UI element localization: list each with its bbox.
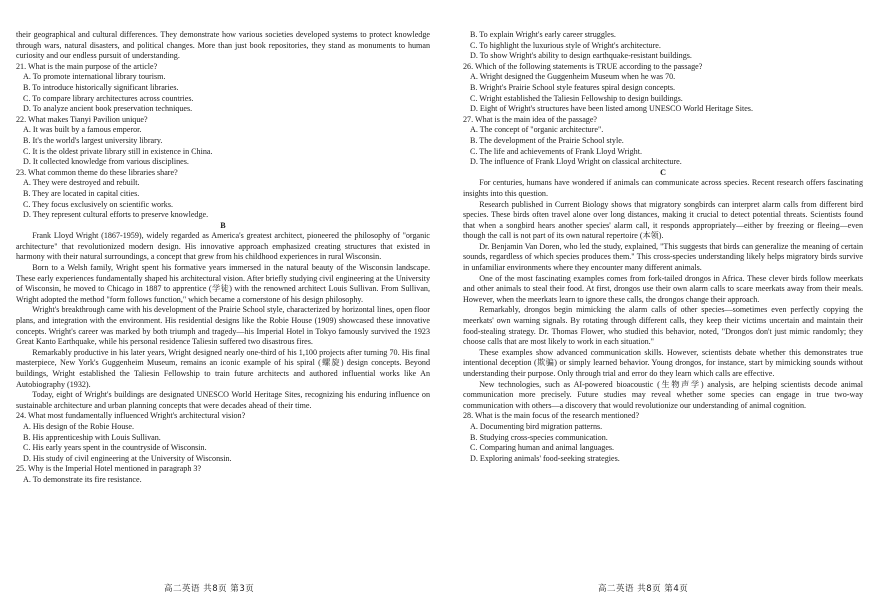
q28-option-c: C. Comparing human and animal languages. [470, 443, 615, 453]
q22-option-d: D. It collected knowledge from various disciplines. [23, 157, 189, 167]
q25-option-a: A. To demonstrate its fire resistance. [23, 474, 142, 484]
passage-c-paragraph-5: Remarkably, drongos begin mimicking the alarm calls of other species—sometimes even perfectly copying the meerkats' own warning signals. By rotating through different calls, they keep their victims uncertain and maintain their food-stealing strategy. Dr. Thomas Flower, who studied this behavior, noted, "Drongos don't just mimic randomly; they choose calls that are most likely to work in each situation." [463, 305, 863, 347]
q21-option-a: A. To promote international library tourism. [23, 72, 166, 82]
q23-option-d: D. They represent cultural efforts to preserve knowledge. [23, 210, 209, 220]
question-24: 24. What most fundamentally influenced Wright's architectural vision? [16, 411, 246, 421]
passage-a-ending: their geographical and cultural differences. They demonstrate how various societies developed systems to protect knowledge through wars, natural disasters, and political changes. More than just book repositories, they stand as monuments to human curiosity and our endless pursuit of understanding. [16, 30, 430, 61]
q24-option-c: C. His early years spent in the countryside of Wisconsin. [23, 443, 207, 453]
question-23: 23. What common theme do these libraries share? [16, 167, 178, 177]
section-c-heading: C [660, 167, 666, 177]
q26-option-c: C. Wright established the Taliesin Fellowship to design buildings. [470, 93, 683, 103]
q26-option-b: B. Wright's Prairie School style features spiral design concepts. [470, 82, 676, 92]
q25-option-c: C. To highlight the luxurious style of Wright's architecture. [470, 40, 661, 50]
passage-b-paragraph-5: Today, eight of Wright's buildings are designated UNESCO World Heritage Sites, recognizing his enduring influence on sustainable architecture and urban planning concepts that were decades ahead of their time. [16, 390, 430, 410]
passage-c-paragraph-7: New technologies, such as AI-powered bioacoustic (生物声学) analysis, are helping scientists decode animal communication more precisely. Future studies may reveal whether some species can engage in true two-way communication with others—a discovery that would revolutionize our understanding of animal cognition. [463, 379, 863, 410]
q22-option-b: B. It's the world's largest university library. [23, 135, 163, 145]
q27-option-b: B. The development of the Prairie School style. [470, 135, 624, 145]
passage-c-paragraph-2: Research published in Current Biology shows that migratory songbirds can interpret alarm calls from different bird species. These birds often travel alone over long distances, making it crucial to detect potential threats. Scientists found that when a songbird hears another species' alarm call, it responds appropriately—either by freezing or fleeing—even though the call is not part of its own natural repertoire (本领). [463, 199, 863, 241]
passage-b-paragraph-3: Wright's breakthrough came with his development of the Prairie School style, characterized by horizontal lines, open floor plans, and integration with the environment. His residential designs like the Robie House (1909) showcased these innovative concepts. Wright's career was marked by both triumph and tragedy—his Imperial Hotel in Tokyo famously survived the 1923 Great Kanto Earthquake, while his personal residence Taliesin suffered two disastrous fires. [16, 305, 430, 347]
passage-b-paragraph-4: Remarkably productive in his later years, Wright designed nearly one-third of his 1,100 projects after turning 70. His final masterpiece, New York's Guggenheim Museum, remains an iconic example of his spiral (螺旋) design concepts. Beyond buildings, Wright established the Taliesin Fellowship to train future architects and authored influential works like An Autobiography (1932). [16, 347, 430, 389]
q26-option-a: A. Wright designed the Guggenheim Museum when he was 70. [470, 72, 676, 82]
q27-option-c: C. The life and achievements of Frank Lloyd Wright. [470, 146, 642, 156]
q22-option-c: C. It is the oldest private library still in existence in China. [23, 146, 213, 156]
q24-option-d: D. His study of civil engineering at the University of Wisconsin. [23, 453, 232, 463]
right-column [463, 30, 863, 464]
passage-b-paragraph-2: Born to a Welsh family, Wright spent his formative years immersed in the natural beauty of the Wisconsin landscape. These early experiences fundamentally shaped his architectural vision. After briefly studying civil engineering at the University of Wisconsin, he moved to Chicago in 1887 to apprentice (学徒) with the renowned architect Louis Sullivan. From Sullivan, Wright adopted the method "form follows function," which became a cornerstone of his design philosophy. [16, 263, 430, 304]
q25-option-d: D. To show Wright's ability to design earthquake-resistant buildings. [470, 51, 692, 61]
page-footer-4: 高二英语 共8页 第4页 [598, 584, 689, 594]
passage-c-paragraph-3: Dr. Benjamin Van Doren, who led the study, explained, "This suggests that birds can generalize the meaning of certain sounds, regardless of which species produces them." This cross-species understanding likely helps migratory birds survive in unfamiliar environments where they encounter many different animals. [463, 241, 863, 273]
passage-b-paragraph-1: Frank Lloyd Wright (1867-1959), widely regarded as America's greatest architect, pioneered the philosophy of "organic architecture" that revolutionized modern design. His innovative approach emphasized creating structures that existed in harmony with their natural surroundings, a concept that grew from his childhood experiences in rural Wisconsin. [16, 231, 430, 262]
question-21: 21. What is the main purpose of the article? [16, 61, 158, 71]
question-28: 28. What is the main focus of the research mentioned? [463, 411, 640, 421]
q24-option-a: A. His design of the Robie House. [23, 421, 135, 431]
left-column [16, 30, 430, 486]
q28-option-d: D. Exploring animals' food-seeking strategies. [470, 453, 620, 463]
q23-option-a: A. They were destroyed and rebuilt. [23, 178, 140, 188]
q25-option-b: B. To explain Wright's early career struggles. [470, 30, 616, 39]
q22-option-a: A. It was built by a famous emperor. [23, 125, 142, 135]
q28-option-b: B. Studying cross-species communication. [470, 432, 608, 442]
q26-option-d: D. Eight of Wright's structures have been listed among UNESCO World Heritage Sites. [470, 104, 753, 114]
question-27: 27. What is the main idea of the passage? [463, 114, 598, 124]
question-26: 26. Which of the following statements is TRUE according to the passage? [463, 61, 703, 71]
question-22: 22. What makes Tianyi Pavilion unique? [16, 114, 148, 124]
passage-c-paragraph-4: One of the most fascinating examples comes from fork-tailed drongos in Africa. These clever birds follow meerkats and other animals to steal their food. At first, drongos use their own alarm calls to scare meerkats away from their meals. However, when the meerkats learn to ignore these calls, the drongos change their approach. [463, 273, 863, 304]
q23-option-c: C. They focus exclusively on scientific works. [23, 199, 174, 209]
q27-option-a: A. The concept of "organic architecture". [470, 125, 604, 135]
q24-option-b: B. His apprenticeship with Louis Sullivan. [23, 432, 161, 442]
section-b-heading: B [220, 220, 226, 230]
q21-option-c: C. To compare library architectures across countries. [23, 93, 194, 103]
q28-option-a: A. Documenting bird migration patterns. [470, 421, 603, 431]
passage-c-paragraph-6: These examples show advanced communication skills. However, scientists debate whether this demonstrates true intentional deception (欺骗) or simply learned behavior. Young drongos, for instance, start by mimicking sounds without understanding their purpose. Only through trial and error do they learn which calls are effective. [463, 347, 863, 378]
page-footer-3: 高二英语 共8页 第3页 [164, 584, 255, 594]
q21-option-d: D. To analyze ancient book preservation techniques. [23, 104, 193, 114]
q21-option-b: B. To introduce historically significant libraries. [23, 82, 179, 92]
q23-option-b: B. They are located in capital cities. [23, 188, 140, 198]
question-25: 25. Why is the Imperial Hotel mentioned in paragraph 3? [16, 464, 202, 474]
q27-option-d: D. The influence of Frank Lloyd Wright on classical architecture. [470, 157, 682, 167]
passage-c-paragraph-1: For centuries, humans have wondered if animals can communicate across species. Recent research offers fascinating insights into this question. [463, 178, 863, 198]
